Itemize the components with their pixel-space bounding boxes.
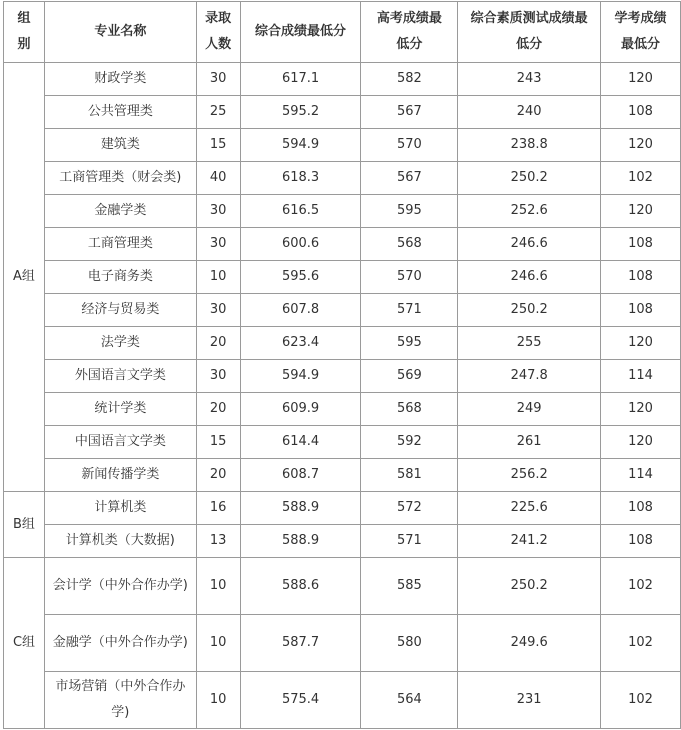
cell-gaokao-min: 570 xyxy=(361,129,458,162)
table-row xyxy=(4,96,681,129)
cell-major-name: 法学类 xyxy=(44,327,196,360)
cell-quality-test-min: 261 xyxy=(458,426,601,459)
cell-composite-min: 588.9 xyxy=(240,525,361,558)
cell-composite-min: 607.8 xyxy=(240,294,361,327)
cell-quality-test-min: 238.8 xyxy=(458,129,601,162)
cell-composite-min: 594.9 xyxy=(240,360,361,393)
cell-xuekao-min: 114 xyxy=(601,360,681,393)
cell-xuekao-min: 114 xyxy=(601,459,681,492)
header-row xyxy=(4,2,681,63)
table-row xyxy=(4,261,681,294)
table-row xyxy=(4,459,681,492)
cell-gaokao-min: 581 xyxy=(361,459,458,492)
table-row xyxy=(4,393,681,426)
cell-composite-min: 617.1 xyxy=(240,63,361,96)
cell-admitted-count: 20 xyxy=(196,393,240,426)
cell-major-name: 建筑类 xyxy=(44,129,196,162)
cell-gaokao-min: 582 xyxy=(361,63,458,96)
table-row xyxy=(4,672,681,729)
cell-quality-test-min: 246.6 xyxy=(458,261,601,294)
cell-quality-test-min: 249 xyxy=(458,393,601,426)
table-row xyxy=(4,228,681,261)
cell-gaokao-min: 571 xyxy=(361,294,458,327)
cell-xuekao-min: 102 xyxy=(601,615,681,672)
header-admitted-count: 录取人数 xyxy=(196,2,240,63)
cell-admitted-count: 15 xyxy=(196,426,240,459)
group-label: B组 xyxy=(4,492,45,558)
cell-admitted-count: 40 xyxy=(196,162,240,195)
cell-major-name: 统计学类 xyxy=(44,393,196,426)
cell-gaokao-min: 592 xyxy=(361,426,458,459)
cell-composite-min: 588.9 xyxy=(240,492,361,525)
cell-gaokao-min: 569 xyxy=(361,360,458,393)
table-row xyxy=(4,558,681,615)
cell-admitted-count: 10 xyxy=(196,672,240,729)
cell-major-name: 会计学（中外合作办学) xyxy=(44,558,196,615)
cell-xuekao-min: 108 xyxy=(601,294,681,327)
cell-admitted-count: 13 xyxy=(196,525,240,558)
cell-major-name: 市场营销（中外合作办学) xyxy=(44,672,196,729)
cell-major-name: 经济与贸易类 xyxy=(44,294,196,327)
cell-gaokao-min: 572 xyxy=(361,492,458,525)
cell-xuekao-min: 102 xyxy=(601,672,681,729)
cell-major-name: 电子商务类 xyxy=(44,261,196,294)
cell-quality-test-min: 243 xyxy=(458,63,601,96)
cell-gaokao-min: 570 xyxy=(361,261,458,294)
cell-quality-test-min: 241.2 xyxy=(458,525,601,558)
cell-gaokao-min: 580 xyxy=(361,615,458,672)
cell-admitted-count: 20 xyxy=(196,459,240,492)
cell-xuekao-min: 108 xyxy=(601,525,681,558)
cell-xuekao-min: 120 xyxy=(601,195,681,228)
cell-xuekao-min: 120 xyxy=(601,63,681,96)
table-row xyxy=(4,492,681,525)
header-composite-min: 综合成绩最低分 xyxy=(240,2,361,63)
cell-admitted-count: 16 xyxy=(196,492,240,525)
cell-composite-min: 588.6 xyxy=(240,558,361,615)
table-row xyxy=(4,615,681,672)
cell-composite-min: 608.7 xyxy=(240,459,361,492)
header-major-name: 专业名称 xyxy=(44,2,196,63)
table-row xyxy=(4,525,681,558)
cell-admitted-count: 30 xyxy=(196,228,240,261)
cell-xuekao-min: 102 xyxy=(601,162,681,195)
cell-quality-test-min: 246.6 xyxy=(458,228,601,261)
cell-admitted-count: 15 xyxy=(196,129,240,162)
cell-composite-min: 595.6 xyxy=(240,261,361,294)
cell-composite-min: 587.7 xyxy=(240,615,361,672)
cell-composite-min: 623.4 xyxy=(240,327,361,360)
table-row xyxy=(4,162,681,195)
cell-major-name: 工商管理类（财会类) xyxy=(44,162,196,195)
cell-admitted-count: 30 xyxy=(196,63,240,96)
cell-major-name: 公共管理类 xyxy=(44,96,196,129)
cell-quality-test-min: 252.6 xyxy=(458,195,601,228)
table-row xyxy=(4,294,681,327)
cell-quality-test-min: 250.2 xyxy=(458,162,601,195)
cell-admitted-count: 25 xyxy=(196,96,240,129)
table-row xyxy=(4,63,681,96)
cell-composite-min: 616.5 xyxy=(240,195,361,228)
cell-admitted-count: 30 xyxy=(196,195,240,228)
cell-quality-test-min: 231 xyxy=(458,672,601,729)
cell-xuekao-min: 108 xyxy=(601,261,681,294)
cell-xuekao-min: 108 xyxy=(601,492,681,525)
cell-gaokao-min: 568 xyxy=(361,228,458,261)
cell-major-name: 计算机类 xyxy=(44,492,196,525)
cell-composite-min: 600.6 xyxy=(240,228,361,261)
cell-major-name: 中国语言文学类 xyxy=(44,426,196,459)
cell-composite-min: 614.4 xyxy=(240,426,361,459)
table-row xyxy=(4,195,681,228)
cell-xuekao-min: 102 xyxy=(601,558,681,615)
cell-xuekao-min: 120 xyxy=(601,426,681,459)
cell-composite-min: 609.9 xyxy=(240,393,361,426)
cell-major-name: 工商管理类 xyxy=(44,228,196,261)
cell-composite-min: 594.9 xyxy=(240,129,361,162)
cell-composite-min: 575.4 xyxy=(240,672,361,729)
cell-admitted-count: 30 xyxy=(196,360,240,393)
cell-admitted-count: 10 xyxy=(196,558,240,615)
cell-xuekao-min: 120 xyxy=(601,129,681,162)
cell-gaokao-min: 595 xyxy=(361,327,458,360)
cell-major-name: 外国语言文学类 xyxy=(44,360,196,393)
cell-major-name: 新闻传播学类 xyxy=(44,459,196,492)
cell-composite-min: 618.3 xyxy=(240,162,361,195)
cell-major-name: 金融学类 xyxy=(44,195,196,228)
header-gaokao-min: 高考成绩最低分 xyxy=(361,2,458,63)
cell-gaokao-min: 585 xyxy=(361,558,458,615)
table-row xyxy=(4,426,681,459)
cell-quality-test-min: 256.2 xyxy=(458,459,601,492)
cell-major-name: 计算机类（大数据) xyxy=(44,525,196,558)
header-group: 组别 xyxy=(4,2,45,63)
cell-xuekao-min: 108 xyxy=(601,228,681,261)
cell-quality-test-min: 255 xyxy=(458,327,601,360)
cell-admitted-count: 30 xyxy=(196,294,240,327)
cell-quality-test-min: 225.6 xyxy=(458,492,601,525)
table-row xyxy=(4,129,681,162)
cell-admitted-count: 10 xyxy=(196,615,240,672)
header-xuekao-min: 学考成绩最低分 xyxy=(601,2,681,63)
cell-gaokao-min: 568 xyxy=(361,393,458,426)
cell-xuekao-min: 120 xyxy=(601,393,681,426)
group-label: A组 xyxy=(4,63,45,492)
cell-quality-test-min: 249.6 xyxy=(458,615,601,672)
cell-gaokao-min: 571 xyxy=(361,525,458,558)
cell-quality-test-min: 250.2 xyxy=(458,294,601,327)
cell-major-name: 财政学类 xyxy=(44,63,196,96)
cell-composite-min: 595.2 xyxy=(240,96,361,129)
cell-gaokao-min: 567 xyxy=(361,96,458,129)
cell-quality-test-min: 240 xyxy=(458,96,601,129)
cell-quality-test-min: 250.2 xyxy=(458,558,601,615)
cell-admitted-count: 10 xyxy=(196,261,240,294)
cell-major-name: 金融学（中外合作办学) xyxy=(44,615,196,672)
cell-gaokao-min: 564 xyxy=(361,672,458,729)
cell-gaokao-min: 567 xyxy=(361,162,458,195)
cell-quality-test-min: 247.8 xyxy=(458,360,601,393)
cell-xuekao-min: 108 xyxy=(601,96,681,129)
table-row xyxy=(4,360,681,393)
cell-xuekao-min: 120 xyxy=(601,327,681,360)
cell-gaokao-min: 595 xyxy=(361,195,458,228)
table-row xyxy=(4,327,681,360)
group-label: C组 xyxy=(4,558,45,729)
cell-admitted-count: 20 xyxy=(196,327,240,360)
header-quality-test-min: 综合素质测试成绩最低分 xyxy=(458,2,601,63)
admission-score-table xyxy=(3,1,681,729)
